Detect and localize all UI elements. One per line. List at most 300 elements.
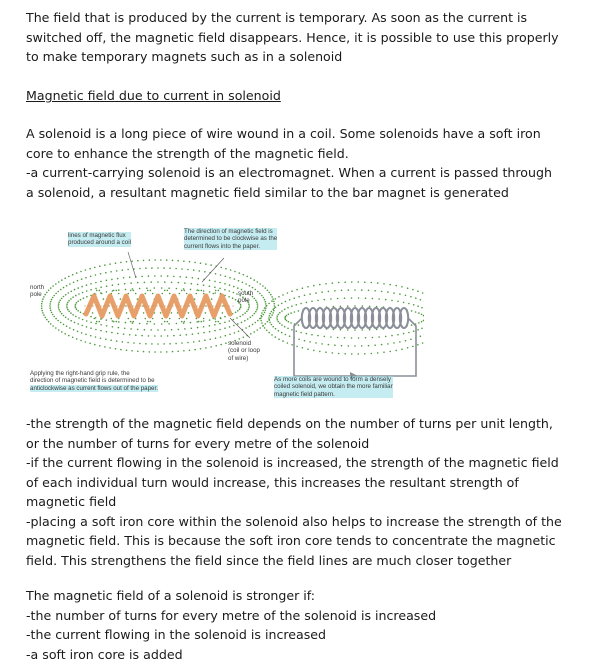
field-line-dot	[154, 275, 156, 277]
field-line-dot	[51, 299, 53, 301]
field-line-dot	[52, 285, 54, 287]
field-line-dot	[104, 346, 106, 348]
field-line-dot	[154, 323, 156, 325]
field-line-dot	[274, 303, 276, 305]
field-line-dot	[271, 296, 273, 298]
field-line-dot	[77, 323, 79, 325]
field-line-dot	[332, 352, 334, 354]
field-line-dot	[120, 298, 122, 300]
field-line-dot	[397, 301, 399, 303]
field-line-dot	[168, 323, 170, 325]
field-line-dot	[95, 288, 97, 290]
field-line-dot	[220, 267, 222, 269]
field-line-dot	[260, 320, 262, 322]
field-line-dot	[334, 290, 336, 292]
field-line-dot	[75, 295, 77, 297]
field-line-dot	[55, 293, 57, 295]
field-line-dot	[127, 342, 129, 344]
field-line-dot	[124, 328, 126, 330]
field-line-dot	[287, 328, 289, 330]
field-line-dot	[186, 276, 188, 278]
field-line-dot	[73, 282, 75, 284]
field-line-dot	[294, 311, 296, 313]
field-line-dot	[186, 334, 188, 336]
field-line-dot	[407, 347, 409, 349]
field-line-dot	[296, 289, 298, 291]
field-line-dot	[154, 287, 156, 289]
field-line-dot	[90, 322, 92, 324]
field-line-dot	[421, 321, 423, 323]
field-line-dot	[83, 297, 85, 299]
field-line-dot	[59, 300, 61, 302]
field-line-dot	[128, 318, 130, 320]
field-line-dot	[265, 303, 267, 305]
field-line-dot	[110, 271, 112, 273]
field-line-dot	[144, 329, 146, 331]
field-line-dot	[181, 321, 183, 323]
label-south-pole: south pole	[238, 290, 254, 305]
field-line-dot	[80, 312, 82, 314]
field-line-dot	[315, 292, 317, 294]
field-line-dot	[176, 288, 178, 290]
field-line-dot	[120, 262, 122, 264]
field-line-dot	[205, 312, 207, 314]
field-line-dot	[290, 322, 292, 324]
field-line-dot	[73, 329, 75, 331]
field-line-dot	[354, 345, 356, 347]
field-line-dot	[116, 270, 118, 272]
field-line-dot	[150, 329, 152, 331]
field-line-dot	[106, 291, 108, 293]
text-line: magnetic field	[26, 494, 117, 509]
field-line-dot	[220, 336, 222, 338]
field-line-dot	[255, 300, 257, 302]
field-line-dot	[46, 319, 48, 321]
field-line-dot	[393, 292, 395, 294]
field-line-dot	[250, 333, 252, 335]
field-line-dot	[257, 307, 259, 309]
field-line-dot	[413, 330, 415, 332]
field-line-dot	[351, 337, 353, 339]
field-line-dot	[184, 328, 186, 330]
field-line-dot	[61, 279, 63, 281]
field-line-dot	[275, 328, 277, 330]
field-line-dot	[137, 282, 139, 284]
field-line-dot	[225, 343, 227, 345]
field-line-dot	[72, 337, 74, 339]
field-line-dot	[109, 312, 111, 314]
field-line-dot	[284, 326, 286, 328]
field-line-dot	[372, 298, 374, 300]
field-line-dot	[171, 312, 173, 314]
field-line-dot	[105, 339, 107, 341]
text-line: to make temporary magnets such as in a solenoid	[26, 49, 343, 64]
section-heading: Magnetic field due to current in solenoid	[26, 88, 281, 103]
field-line-dot	[194, 262, 196, 264]
field-line-dot	[354, 329, 356, 331]
field-line-dot	[378, 336, 380, 338]
field-line-dot	[241, 322, 243, 324]
field-line-dot	[55, 327, 57, 329]
field-line-dot	[179, 276, 181, 278]
field-line-dot	[70, 291, 72, 293]
field-line-dot	[57, 320, 59, 322]
field-line-dot	[143, 260, 145, 262]
field-line-dot	[135, 293, 137, 295]
field-line-dot	[181, 342, 183, 344]
field-line-dot	[204, 271, 206, 273]
field-line-dot	[183, 288, 185, 290]
field-line-dot	[291, 305, 293, 307]
text-line: core to enhance the strength of the magnetic field.	[26, 145, 349, 161]
field-line-dot	[395, 350, 397, 352]
field-line-dot	[203, 293, 205, 295]
field-line-dot	[244, 320, 246, 322]
field-line-dot	[150, 281, 152, 283]
field-line-dot	[194, 349, 196, 351]
field-line-dot	[126, 312, 128, 314]
field-line-dot	[210, 264, 212, 266]
field-line-dot	[85, 341, 87, 343]
field-line-dot	[369, 329, 371, 331]
field-line-dot	[58, 303, 60, 305]
field-line-dot	[311, 334, 313, 336]
label-flux-lines: lines of magnetic flux produced around a coil	[68, 232, 131, 247]
field-line-dot	[229, 277, 231, 279]
field-line-dot	[50, 323, 52, 325]
field-line-dot	[123, 277, 125, 279]
text-line: field. This strengthens the field since the field lines are much closer together	[26, 552, 512, 568]
field-line-dot	[55, 283, 57, 285]
field-line-dot	[203, 320, 205, 322]
field-line-dot	[264, 312, 266, 314]
field-line-dot	[365, 337, 367, 339]
field-line-dot	[313, 350, 315, 352]
field-line-dot	[268, 292, 270, 294]
field-line-dot	[262, 285, 264, 287]
field-line-dot	[225, 335, 227, 337]
field-line-dot	[259, 293, 261, 295]
field-line-dot	[123, 333, 125, 335]
field-line-dot	[147, 321, 149, 323]
field-line-dot	[70, 312, 72, 314]
field-line-dot	[65, 294, 67, 296]
field-line-dot	[86, 326, 88, 328]
field-line-dot	[271, 300, 273, 302]
field-line-dot	[132, 322, 134, 324]
field-line-dot	[272, 312, 274, 314]
field-line-dot	[233, 292, 235, 294]
field-line-dot	[175, 343, 177, 345]
field-line-dot	[403, 333, 405, 335]
field-line-dot	[64, 277, 66, 279]
field-line-dot	[196, 321, 198, 323]
field-line-dot	[288, 314, 290, 316]
field-line-dot	[76, 272, 78, 274]
field-line-dot	[272, 298, 274, 300]
field-line-dot	[197, 284, 199, 286]
field-line-dot	[70, 298, 72, 300]
field-line-dot	[116, 290, 118, 292]
field-line-dot	[252, 315, 254, 317]
field-line-dot	[209, 325, 211, 327]
field-line-dot	[171, 282, 173, 284]
field-line-dot	[100, 286, 102, 288]
field-line-dot	[287, 342, 289, 344]
field-line-dot	[175, 268, 177, 270]
field-line-dot	[262, 310, 264, 312]
field-line-dot	[80, 299, 82, 301]
field-line-dot	[117, 278, 119, 280]
field-line-dot	[166, 259, 168, 261]
field-line-dot	[85, 334, 87, 336]
field-line-dot	[154, 259, 156, 261]
field-line-dot	[268, 317, 270, 319]
field-line-dot	[184, 282, 186, 284]
field-line-dot	[66, 305, 68, 307]
field-line-dot	[232, 297, 234, 299]
field-line-dot	[150, 290, 152, 292]
text-line: -if the current flowing in the solenoid is increased, the strength of the magnetic field	[26, 455, 559, 470]
field-line-dot	[133, 321, 135, 323]
field-line-dot	[306, 302, 308, 304]
field-line-dot	[145, 267, 147, 269]
field-line-dot	[395, 285, 397, 287]
field-line-dot	[110, 339, 112, 341]
field-line-dot	[238, 331, 240, 333]
field-line-dot	[214, 330, 216, 332]
field-line-dot	[338, 353, 340, 355]
field-line-dot	[364, 353, 366, 355]
field-line-dot	[421, 314, 423, 316]
field-line-dot	[300, 332, 302, 334]
field-line-dot	[113, 321, 115, 323]
field-line-dot	[63, 296, 65, 298]
field-line-dot	[41, 305, 43, 307]
field-line-dot	[198, 333, 200, 335]
field-line-dot	[169, 267, 171, 269]
field-line-dot	[247, 309, 249, 311]
field-line-dot	[300, 303, 302, 305]
field-line-dot	[58, 329, 60, 331]
field-line-dot	[61, 331, 63, 333]
field-line-dot	[341, 345, 343, 347]
field-line-dot	[77, 300, 79, 302]
field-line-dot	[246, 311, 248, 313]
field-line-dot	[162, 293, 164, 295]
field-line-dot	[249, 285, 251, 287]
field-line-dot	[196, 293, 198, 295]
field-line-dot	[261, 312, 263, 314]
field-line-dot	[176, 323, 178, 325]
field-line-dot	[410, 296, 412, 298]
field-line-dot	[286, 315, 288, 317]
field-line-dot	[284, 309, 286, 311]
field-line-dot	[317, 300, 319, 302]
field-line-dot	[126, 261, 128, 263]
field-line-dot	[368, 290, 370, 292]
field-line-dot	[131, 260, 133, 262]
field-line-dot	[99, 290, 101, 292]
field-line-dot	[224, 327, 226, 329]
field-line-dot	[334, 344, 336, 346]
field-line-dot	[100, 281, 102, 283]
field-line-dot	[117, 333, 119, 335]
field-line-dot	[72, 296, 74, 298]
field-line-dot	[127, 269, 129, 271]
field-line-dot	[63, 287, 65, 289]
field-line-dot	[139, 323, 141, 325]
field-line-dot	[152, 318, 154, 320]
field-line-dot	[94, 344, 96, 346]
field-line-dot	[278, 338, 280, 340]
field-line-dot	[77, 280, 79, 282]
text-line: The magnetic field of a solenoid is stronger if:	[26, 588, 316, 603]
field-line-dot	[95, 323, 97, 325]
field-line-dot	[234, 332, 236, 334]
field-line-dot	[257, 303, 259, 305]
field-line-dot	[173, 276, 175, 278]
field-line-dot	[224, 316, 226, 318]
field-line-dot	[133, 290, 135, 292]
field-line-dot	[368, 345, 370, 347]
field-line-dot	[186, 318, 188, 320]
field-line-dot	[78, 293, 80, 295]
field-line-dot	[309, 341, 311, 343]
field-line-dot	[417, 344, 419, 346]
field-line-dot	[281, 324, 283, 326]
field-line-dot	[242, 314, 244, 316]
field-line-dot	[199, 270, 201, 272]
field-line-dot	[199, 340, 201, 342]
field-line-dot	[255, 311, 257, 313]
field-line-dot	[130, 321, 132, 323]
field-line-dot	[215, 273, 217, 275]
field-line-dot	[259, 327, 261, 329]
field-line-dot	[256, 301, 258, 303]
field-line-dot	[99, 321, 101, 323]
field-line-dot	[143, 351, 145, 353]
field-line-dot	[381, 291, 383, 293]
field-line-dot	[100, 337, 102, 339]
field-line-dot	[209, 291, 211, 293]
field-line-dot	[325, 351, 327, 353]
field-line-dot	[397, 334, 399, 336]
field-line-dot	[423, 315, 424, 317]
field-line-dot	[89, 268, 91, 270]
field-line-dot	[273, 301, 275, 303]
field-line-dot	[94, 318, 96, 320]
field-line-dot	[126, 350, 128, 352]
field-line-dot	[222, 312, 224, 314]
field-line-dot	[287, 292, 289, 294]
field-line-dot	[219, 282, 221, 284]
field-line-dot	[184, 290, 186, 292]
field-line-dot	[52, 325, 54, 327]
field-line-dot	[411, 324, 413, 326]
field-line-dot	[58, 301, 60, 303]
field-line-dot	[330, 336, 332, 338]
field-line-dot	[214, 286, 216, 288]
field-line-dot	[61, 313, 63, 315]
field-line-dot	[240, 305, 242, 307]
field-line-dot	[307, 286, 309, 288]
field-line-dot	[245, 283, 247, 285]
field-line-dot	[224, 289, 226, 291]
field-line-dot	[289, 335, 291, 337]
field-line-dot	[129, 334, 131, 336]
field-line-dot	[171, 329, 173, 331]
field-line-dot	[187, 269, 189, 271]
field-line-dot	[238, 280, 240, 282]
field-line-dot	[177, 260, 179, 262]
field-line-dot	[191, 328, 193, 330]
field-line-dot	[281, 303, 283, 305]
text-line: switched off, the magnetic field disappears. Hence, it is possible to use this properly	[26, 29, 559, 45]
field-line-dot	[347, 329, 349, 331]
field-line-dot	[209, 319, 211, 321]
field-line-dot	[66, 325, 68, 327]
field-line-dot	[80, 271, 82, 273]
field-line-dot	[145, 318, 147, 320]
field-line-dot	[237, 287, 239, 289]
field-line-dot	[90, 316, 92, 318]
field-line-dot	[90, 276, 92, 278]
field-line-dot	[99, 265, 101, 267]
field-line-dot	[201, 290, 203, 292]
field-line-dot	[410, 339, 412, 341]
field-line-dot	[325, 283, 327, 285]
field-line-dot	[106, 280, 108, 282]
field-line-dot	[177, 351, 179, 353]
field-line-dot	[341, 290, 343, 292]
field-line-dot	[67, 302, 69, 304]
field-line-dot	[106, 325, 108, 327]
field-line-dot	[76, 338, 78, 340]
field-line-dot	[179, 334, 181, 336]
field-line-dot	[224, 322, 226, 324]
field-line-dot	[248, 305, 250, 307]
field-line-dot	[74, 322, 76, 324]
field-line-dot	[246, 276, 248, 278]
field-line-dot	[66, 285, 68, 287]
field-line-dot	[263, 297, 265, 299]
field-line-dot	[407, 287, 409, 289]
field-line-dot	[243, 337, 245, 339]
field-line-dot	[391, 300, 393, 302]
field-line-dot	[75, 316, 77, 318]
field-line-dot	[169, 343, 171, 345]
field-line-dot	[278, 321, 280, 323]
field-line-dot	[160, 335, 162, 337]
field-line-dot	[417, 290, 419, 292]
field-line-dot	[381, 344, 383, 346]
field-line-dot	[252, 287, 254, 289]
field-line-dot	[317, 335, 319, 337]
field-line-dot	[89, 343, 91, 345]
field-line-dot	[219, 288, 221, 290]
field-line-dot	[269, 313, 271, 315]
field-line-dot	[282, 340, 284, 342]
field-line-dot	[41, 310, 43, 312]
field-line-dot	[131, 350, 133, 352]
field-line-dot	[344, 337, 346, 339]
field-line-dot	[148, 335, 150, 337]
field-line-dot	[154, 335, 156, 337]
field-line-dot	[167, 290, 169, 292]
field-line-dot	[198, 321, 200, 323]
field-line-dot	[147, 290, 149, 292]
